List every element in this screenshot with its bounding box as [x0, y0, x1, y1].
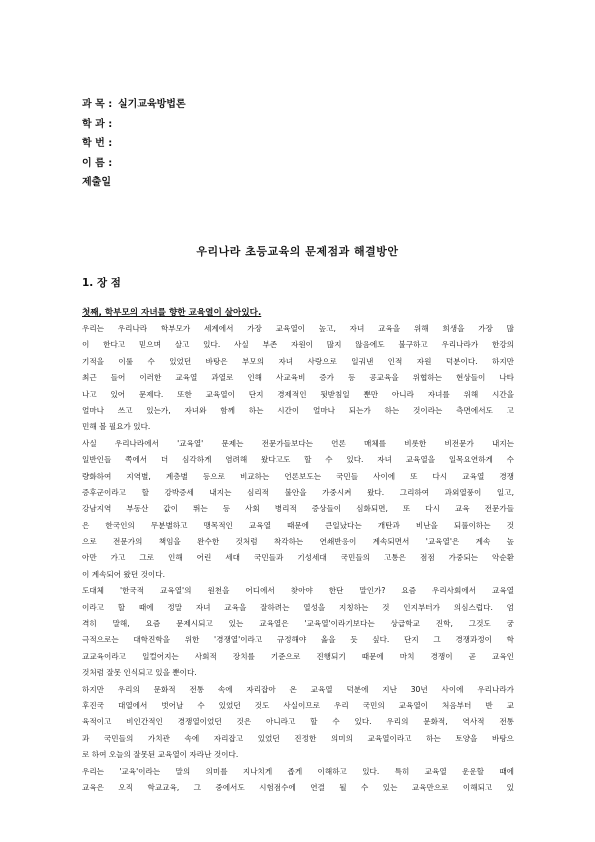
body-line: 것처럼 잘못 인식되고 있을 뿐이다. — [82, 668, 197, 678]
department-label: 학 과 : — [82, 118, 113, 130]
document-title: 우리나라 초등교육의 문제점과 해결방안 — [196, 245, 399, 258]
department-row — [82, 115, 186, 135]
name-label: 이 름 : — [82, 157, 113, 169]
body-line: 량화하여 지역별, 계층별 등으로 비교하는 언론보도는 국민들 사이에 또 다시 교육열 경쟁 — [82, 471, 514, 481]
body-line: 증후군이라고 할 강박증세 내지는 심리적 불안을 가중시켜 왔다. 그리하여 과외열풍이 일고, — [82, 487, 514, 497]
body-line: 기적을 이룰 수 있었던 바탕은 부모의 자녀 사랑으로 일궈낸 인적 자원 덕분이다. 하지만 — [82, 356, 514, 366]
body-line: 사실 우리나라에서 '교육열' 문제는 전문가들보다는 언론 매체를 비롯한 비전문가 내지는 — [82, 438, 514, 448]
body-line: 우리는 우리나라 학부모가 세계에서 가장 교육열이 높고, 자녀 교육을 위해 희생을 가장 많 — [82, 324, 514, 333]
body-line: 아만 가고 그로 인해 어린 세대 국민들과 기성세대 국민들의 고통은 점점 가중되는 악순환 — [82, 553, 514, 563]
body-line: 우리는 '교육'이라는 말의 의미를 지나치게 좁게 이해하고 있다. 특히 교육열 운운할 때에 — [82, 766, 514, 776]
body-line: 최근 들어 이러한 교육열 과열로 인해 사교육비 증가 등 공교육을 위협하는 현상들이 나타 — [82, 373, 514, 383]
submission-date-label: 제출일 — [82, 177, 111, 188]
body-line: 로 하여 오늘의 잘못된 교육열이 자라난 것이다. — [82, 750, 239, 760]
section-heading: 1. 장 점 — [82, 277, 121, 289]
body-line: 으로 전문가의 책임을 완수한 것처럼 착각하는 연쇄반응이 계속되면서 '교육열'은 계속 높 — [82, 537, 514, 547]
body-line: 교육은 오직 학교교육, 그 중에서도 시험점수에 연결 될 수 있는 교육만으로 이해되고 있 — [82, 782, 514, 792]
course-row — [82, 95, 186, 115]
body-line: 얼마나 쓰고 있는가, 자녀와 함께 하는 시간이 얼마나 되는가 하는 것이라는 측면에서도 고 — [82, 405, 514, 415]
body-line: 은 한국인의 무분별하고 맹목적인 교육열 때문에 큰일났다는 개탄과 비난을 되풀이하는 것 — [82, 520, 514, 530]
body-line: 일반인들 쪽에서 더 심각하게 염려해 왔다고도 할 수 있다. 자녀 교육열을 일목요연하게 수 — [82, 455, 514, 465]
body-line: 과 국민들의 가치관 속에 자리잡고 있었던 진정한 의미의 교육열이라고 하는 토양을 바탕으 — [82, 733, 514, 743]
student-id-label: 학 번 : — [82, 138, 113, 149]
body-line: 이라고 할 때에 정말 자녀 교육을 잘하려는 열성을 지칭하는 것 인지부터가 의심스럽다. 엄 — [82, 602, 514, 612]
body-line: 도대체 '한국적 교육열'의 원천을 어디에서 찾아야 한단 말인가? 요즘 우리사회에서 교육열 — [82, 586, 514, 596]
body-line: 이 계속되어 왔던 것이다. — [82, 569, 166, 579]
course-value: 실기교육방법론 — [118, 99, 186, 110]
body-line: 이 한다고 믿으며 살고 있다. 사실 부존 자원이 많지 않음에도 불구하고 우리나라가 한강의 — [82, 340, 514, 350]
cover-info — [82, 95, 186, 193]
body-text — [82, 321, 514, 796]
subheading: 첫째, 학부모의 자녀를 향한 교육열이 살아있다. — [82, 308, 262, 318]
body-line: 극적으로는 대학진학을 위한 '경쟁열'이라고 규정해야 옳을 듯 싶다. 단지 그 경쟁과정이 학 — [82, 635, 514, 645]
student-id-row — [82, 134, 186, 154]
body-line: 교교육이라고 일컬어지는 사회적 장치를 기준으로 진행되기 때문에 마치 경쟁이 곧 교육인 — [82, 651, 514, 661]
name-row — [82, 154, 186, 174]
body-line: 나고 있어 문제다. 또한 교육열이 단지 경제적인 뒷받침일 뿐만 아니라 자녀를 위해 시간을 — [82, 389, 514, 399]
submission-date-row — [82, 173, 186, 193]
body-line: 민해 볼 필요가 있다. — [82, 422, 151, 432]
course-label: 과 목 : — [82, 99, 113, 110]
body-line: 하지만 우리의 문화적 전통 속에 자리잡아 온 교육열 덕분에 지난 30년 사이에 우리나라가 — [82, 684, 514, 694]
body-line: 후진국 대열에서 벗어날 수 있었던 것도 사실이므로 우리 국민의 교육열이 처음부터 반 교 — [82, 700, 514, 710]
body-line: 격히 말해, 요즘 문제시되고 있는 교육열은 '교육열'이라기보다는 상급학교 진학, 그것도 궁 — [82, 619, 514, 629]
body-line: 강남지역 부동산 값이 뛰는 등 사회 병리적 증상들이 심화되면, 또 다시 교육 전문가들 — [82, 504, 514, 514]
body-line: 육적이고 비인간적인 경쟁열이었던 것은 아니라고 할 수 있다. 우리의 문화적, 역사적 전통 — [82, 717, 514, 727]
